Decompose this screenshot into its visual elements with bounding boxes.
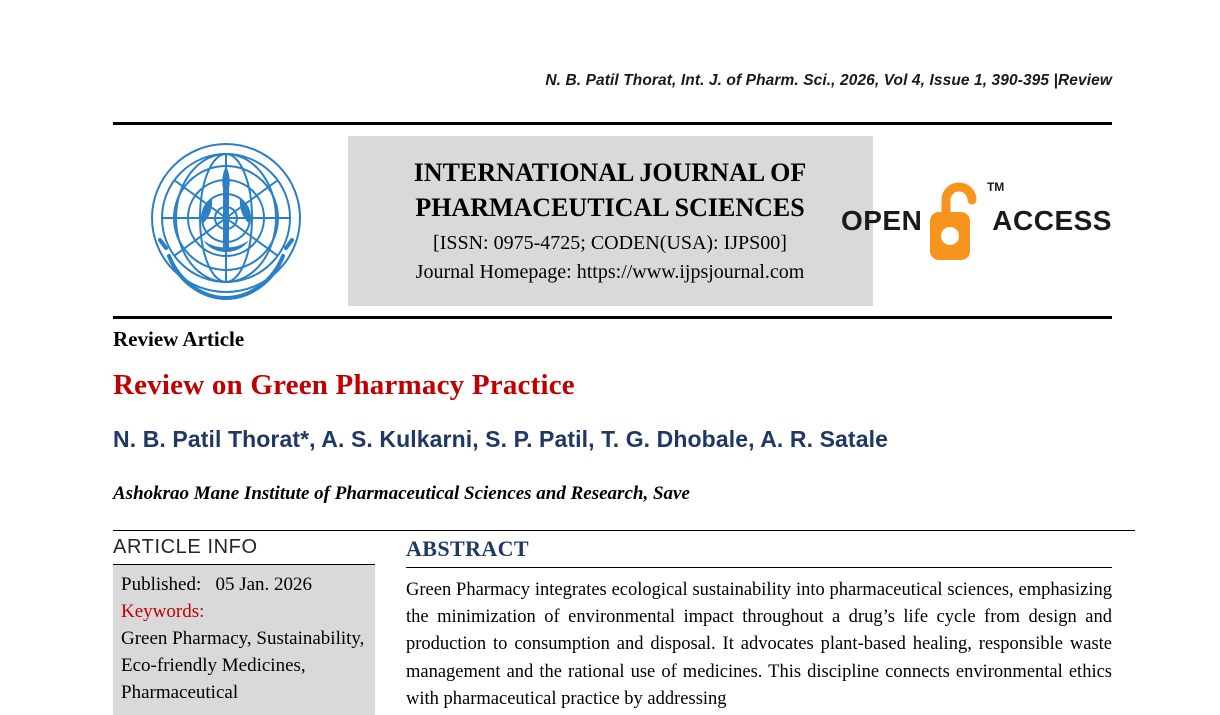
journal-homepage: Journal Homepage: https://www.ijpsjournal.com	[415, 260, 805, 283]
abstract-text: Green Pharmacy integrates ecological sustainability into pharmaceutical sciences, emphasizing the minimization of environmental impact throughout a drug’s life cycle from design and production to consumption and disposal. It advocates plant-based healing, responsible waste management and the rational use of medicines. This discipline connects environmental ethics with pharmaceutical practice by addressing	[406, 580, 1112, 709]
keywords-value: Green Pharmacy, Sustainability, Eco-friendly Medicines, Pharmaceutical	[121, 627, 365, 703]
article-info-column	[113, 536, 375, 715]
affiliation: Ashokrao Mane Institute of Pharmaceutical Sciences and Research, Save	[113, 483, 690, 504]
keywords-label: Keywords:	[121, 600, 205, 622]
journal-issn: [ISSN: 0975-4725; CODEN(USA): IJPS00]	[433, 231, 787, 254]
abstract-heading: ABSTRACT	[406, 536, 1112, 568]
article-info-body	[113, 565, 375, 715]
header-rule-bottom	[113, 316, 1112, 319]
section-divider	[113, 530, 1135, 531]
open-lock-icon	[926, 178, 1005, 264]
published-date: Published: 05 Jan. 2026	[121, 574, 313, 595]
open-access-label-right: ACCESS	[992, 205, 1112, 236]
author-list: N. B. Patil Thorat*, A. S. Kulkarni, S. P. Patil, T. G. Dhobale, A. R. Satale	[113, 426, 888, 452]
open-access-label-left: OPEN	[840, 205, 923, 236]
abstract-column	[406, 536, 1112, 713]
open-access-badge	[840, 166, 1112, 276]
un-emblem-logo-icon	[113, 135, 338, 307]
trademark-label: TM	[986, 180, 1005, 194]
journal-header-band	[113, 128, 1112, 314]
journal-title-line1: INTERNATIONAL JOURNAL OF	[413, 158, 807, 188]
journal-title-box	[348, 136, 873, 306]
journal-title-line2: PHARMACEUTICAL SCIENCES	[415, 193, 805, 222]
article-info-heading: ARTICLE INFO	[113, 536, 375, 565]
header-rule-top	[113, 122, 1112, 125]
running-head: N. B. Patil Thorat, Int. J. of Pharm. Sci., 2026, Vol 4, Issue 1, 390-395 |Review	[545, 72, 1112, 89]
article-type-label: Review Article	[113, 327, 245, 351]
page-title: Review on Green Pharmacy Practice	[113, 369, 575, 401]
